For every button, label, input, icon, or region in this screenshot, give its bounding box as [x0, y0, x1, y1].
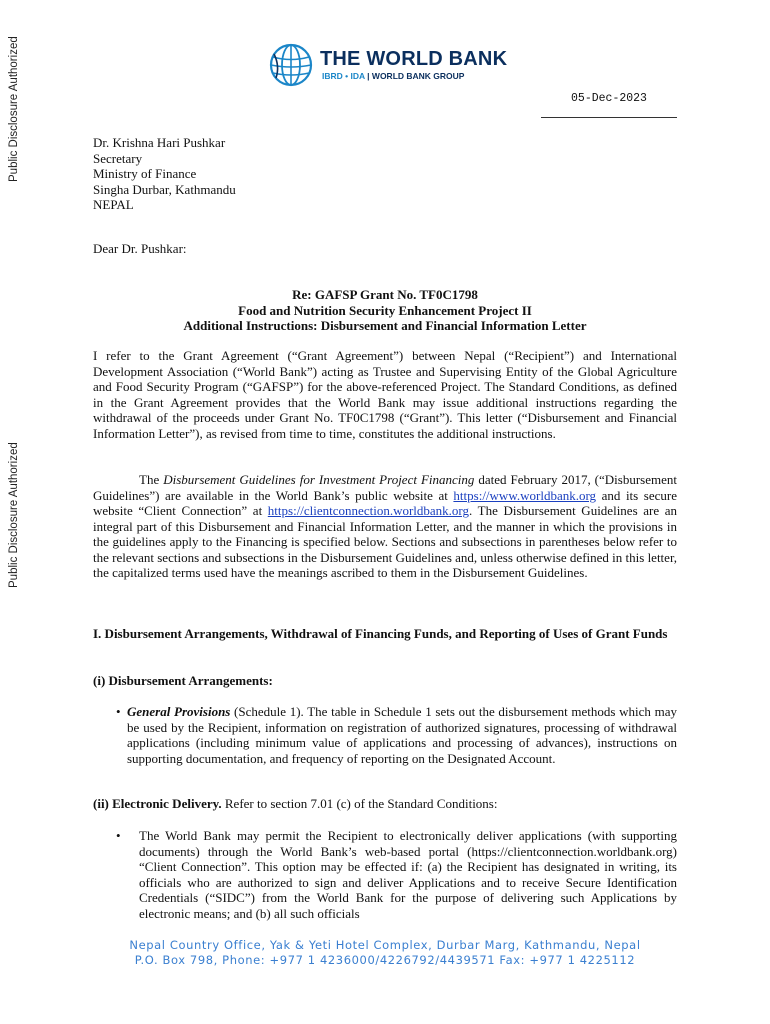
- logo-title: THE WORLD BANK: [320, 48, 508, 70]
- globe-icon: [268, 42, 314, 88]
- address-line: NEPAL: [93, 197, 134, 212]
- address-line: Dr. Krishna Hari Pushkar: [93, 135, 226, 150]
- subject-line-2: Food and Nutrition Security Enhancement Project II: [238, 302, 532, 318]
- para2-text: . The Disbursement Guidelines are an integral part of this Disbursement and Financial Information Letter, and the manner in which the provisions in the guidelines apply to the Financing is specified below. Sections and subsections in parentheses below refer to the relevant sections and subsections in the Disbursement Guidelines and, unless otherwise defined in this letter, the capitalized terms used have the meanings ascribed to them in the Disbursement Guidelines.: [93, 503, 677, 580]
- bullet-text: (Schedule 1). The table in Schedule 1 sets out the disbursement methods which may be used by the Recipient, information on registration of authorized signatures, processing of withdrawal applications (including minimum value of applications and processing of advances), instructions on supporting documentation, and frequency of reporting on the Designated Account.: [127, 704, 677, 766]
- address-line: Singha Durbar, Kathmandu: [93, 181, 236, 197]
- para2-text: The: [139, 472, 164, 487]
- logo-subtitle: [322, 70, 507, 82]
- subject-line-1: Re: GAFSP Grant No. TF0C1798: [292, 287, 478, 302]
- subject-line-3: Additional Instructions: Disbursement and Financial Information Letter: [183, 318, 587, 333]
- address-line: Ministry of Finance: [93, 166, 197, 181]
- world-bank-logo: [268, 42, 507, 88]
- guidelines-title: Disbursement Guidelines for Investment Project Financing: [163, 472, 475, 487]
- subsection-ii-text: Refer to section 7.01 (c) of the Standard Conditions:: [221, 796, 498, 811]
- logo-sub-group: WORLD BANK GROUP: [371, 71, 465, 81]
- subject-block: [93, 287, 677, 334]
- date-underline: [541, 117, 677, 118]
- para2-text: dated February 2017, (“Disbursement Guidelines”) are available in the World Bank’s public website at: [93, 472, 677, 503]
- salutation: Dear Dr. Pushkar:: [93, 241, 187, 256]
- subsection-ii-heading: (ii) Electronic Delivery.: [93, 796, 222, 811]
- bullet-text: The World Bank may permit the Recipient to electronically deliver applications (with supporting documents) through the World Bank’s web-based portal (https://clientconnection.worldbank.org) “Client Connection”. This option may be effected if: (a) the Recipient has designated in writing, its officials who are authorized to sign and deliver Applications and to receive Secure Identification Credentials (“SIDC”) from the World Bank for the purpose of delivering such Applications by electronic means; and (b) all such officials: [139, 828, 677, 921]
- section-1-heading: I. Disbursement Arrangements, Withdrawal of Financing Funds, and Reporting of Uses of Grant Funds: [93, 626, 668, 641]
- logo-sub-separator: |: [364, 71, 372, 81]
- logo-sub-ibrd: IBRD • IDA: [322, 71, 365, 81]
- bullet-general-provisions: [116, 704, 677, 766]
- footer-contact: P.O. Box 798, Phone: +977 1 4236000/4226792/4439571 Fax: +977 1 4225112: [134, 953, 636, 967]
- subsection-ii: [93, 796, 677, 812]
- address-line: Secretary: [93, 150, 143, 166]
- recipient-address: [93, 135, 677, 213]
- para2-text: and its secure website “Client Connection” at: [93, 487, 677, 518]
- subsection-i-heading: (i) Disbursement Arrangements:: [93, 673, 273, 688]
- letter-date: 05-Dec-2023: [571, 92, 647, 105]
- worldbank-link[interactable]: https://www.worldbank.org: [453, 487, 597, 503]
- client-connection-link[interactable]: https://clientconnection.worldbank.org: [267, 503, 470, 518]
- bullet-icon: •: [116, 704, 121, 719]
- footer-address: Nepal Country Office, Yak & Yeti Hotel Complex, Durbar Marg, Kathmandu, Nepal: [129, 938, 641, 952]
- bullet-icon: •: [116, 828, 121, 843]
- bullet-electronic-delivery: [116, 828, 677, 921]
- paragraph-guidelines: [93, 472, 677, 581]
- disclosure-stamp-top: Public Disclosure Authorized: [8, 36, 20, 182]
- disclosure-stamp-middle: Public Disclosure Authorized: [8, 442, 20, 588]
- bullet-title: General Provisions: [127, 704, 231, 719]
- paragraph-intro: I refer to the Grant Agreement (“Grant Agreement”) between Nepal (“Recipient”) and International Development Association (“World Bank”) acting as Trustee and Supervising Entity of the Global Agriculture and Food Security Program (“GAFSP”) for the above-referenced Project. The Standard Conditions, as defined in the Grant Agreement provides that the World Bank may issue additional instructions regarding the withdrawal of the proceeds under Grant No. TF0C1798 (“Grant”). This letter (“Disbursement and Financial Information Letter”), as revised from time to time, constitutes the additional instructions.: [93, 348, 677, 441]
